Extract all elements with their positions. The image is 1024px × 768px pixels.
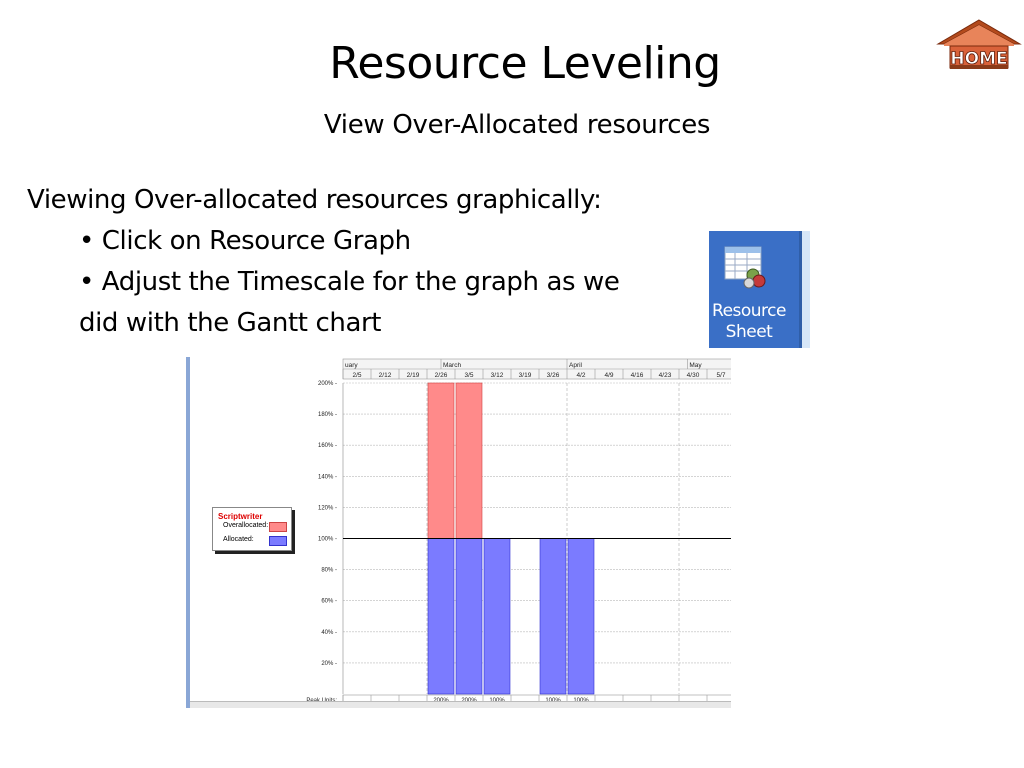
y-tick-label: 120% - [317,505,337,512]
allocated-bar [428,539,454,695]
slide-body [27,180,620,344]
allocated-bar [484,539,510,695]
week-label: 4/23 [658,372,672,379]
week-label: 3/19 [518,372,532,379]
week-label: 4/16 [630,372,644,379]
resource-sheet-label-line1: Resource [712,301,786,321]
home-button[interactable] [936,18,1022,70]
allocated-bar [456,539,482,695]
resource-sheet-label [709,301,789,343]
allocated-bar [568,539,594,695]
resource-graph-screenshot [186,357,731,708]
graph-legend [212,507,292,551]
y-tick-label: 40% - [321,629,337,636]
month-label: April [569,362,583,369]
resource-sheet-button[interactable] [709,231,810,348]
legend-overallocated-swatch [269,522,287,532]
week-label: 5/7 [716,372,726,379]
intro-text: Viewing Over-allocated resources graphically: [27,185,602,215]
bullet-adjust-timescale-cont: did with the Gantt chart [79,308,382,338]
slide-subtitle: View Over-Allocated resources [323,110,711,140]
home-label: HOME [950,49,1008,69]
y-tick-label: 100% - [317,536,337,543]
y-tick-label: 140% - [317,474,337,481]
legend-overallocated-label: Overallocated: [223,522,269,529]
week-label: 3/26 [546,372,560,379]
y-tick-label: 20% - [321,660,337,667]
week-label: 4/30 [686,372,700,379]
week-label: 2/26 [434,372,448,379]
slide-title: Resource Leveling [329,38,721,89]
overallocated-bar [456,383,482,539]
resource-sheet-label-line2: Sheet [725,322,773,342]
y-tick-label: 60% - [321,598,337,605]
month-label: uary [345,362,358,369]
legend-title: Scriptwriter [218,512,263,521]
y-tick-label: 200% - [317,381,337,387]
week-label: 2/12 [378,372,392,379]
y-tick-label: 180% - [317,412,337,419]
house-icon [936,18,1022,70]
overallocated-bar [428,383,454,539]
week-label: 4/2 [576,372,586,379]
week-label: 3/12 [490,372,504,379]
y-tick-label: 80% - [321,567,337,574]
week-label: 4/9 [604,372,614,379]
legend-allocated-swatch [269,536,287,546]
bullet-adjust-timescale: • Adjust the Timescale for the graph as we [79,267,620,297]
week-label: 2/19 [406,372,420,379]
week-label: 2/5 [352,372,362,379]
resource-sheet-icon [723,245,773,295]
month-label: May [689,362,702,369]
week-label: 3/5 [464,372,474,379]
allocated-bar [540,539,566,695]
y-tick-label: 160% - [317,443,337,450]
bullet-resource-graph: • Click on Resource Graph [79,226,411,256]
horizontal-scrollbar[interactable] [190,701,731,708]
legend-allocated-label: Allocated: [223,536,254,543]
month-label: March [443,362,462,369]
